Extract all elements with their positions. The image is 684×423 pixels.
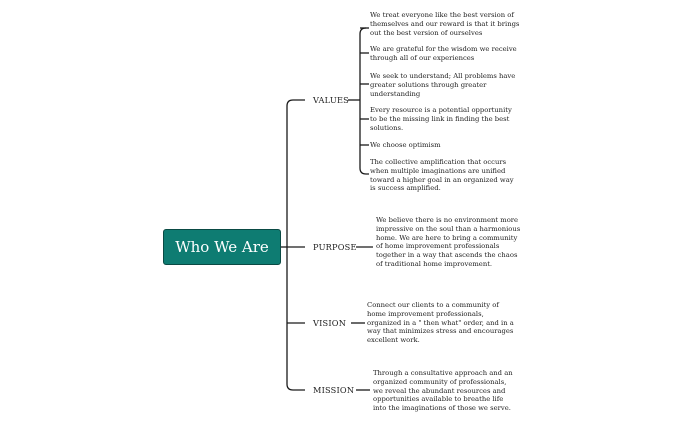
values-item-1: We treat everyone like the best version of themselves and our reward is that it brings out the best version of ourselves (370, 11, 520, 37)
values-item-3: We seek to understand; All problems have greater solutions through greater understanding (370, 72, 516, 98)
values-item-6: The collective amplification that occurs when multiple imaginations are unified toward a higher goal in an organized way is success amplified. (370, 158, 514, 193)
root-node-who-we-are (163, 229, 281, 265)
values-bracket (360, 28, 369, 174)
values-item-5: We choose optimism (370, 141, 441, 149)
purpose-text: We believe there is no environment more impressive on the soul than a harmonious home. We are here to bring a community of home improvement professionals together in a way that ascends the chaos of traditional home improvement. (376, 216, 521, 268)
trunk-line-upper (287, 100, 305, 390)
values-item-4: Every resource is a potential opportunity to be the missing link in finding the best solutions. (370, 106, 512, 132)
branch-mission: MISSION (313, 385, 355, 395)
values-item-2: We are grateful for the wisdom we receive through all of our experiences (370, 45, 517, 62)
root-label: Who We Are (175, 238, 269, 256)
mission-text: Through a consultative approach and an organized community of professionals, we reveal the abundant resources and opportunities available to breathe life into the imaginations of those we serve. (373, 369, 513, 413)
branch-purpose: PURPOSE (313, 242, 357, 252)
branch-values: VALUES (313, 95, 349, 105)
vision-text: Connect our clients to a community of home improvement professionals, organized in a " then what" order, and in a way that minimizes stress and encourages excellent work. (367, 301, 514, 345)
branch-vision: VISION (313, 318, 347, 328)
